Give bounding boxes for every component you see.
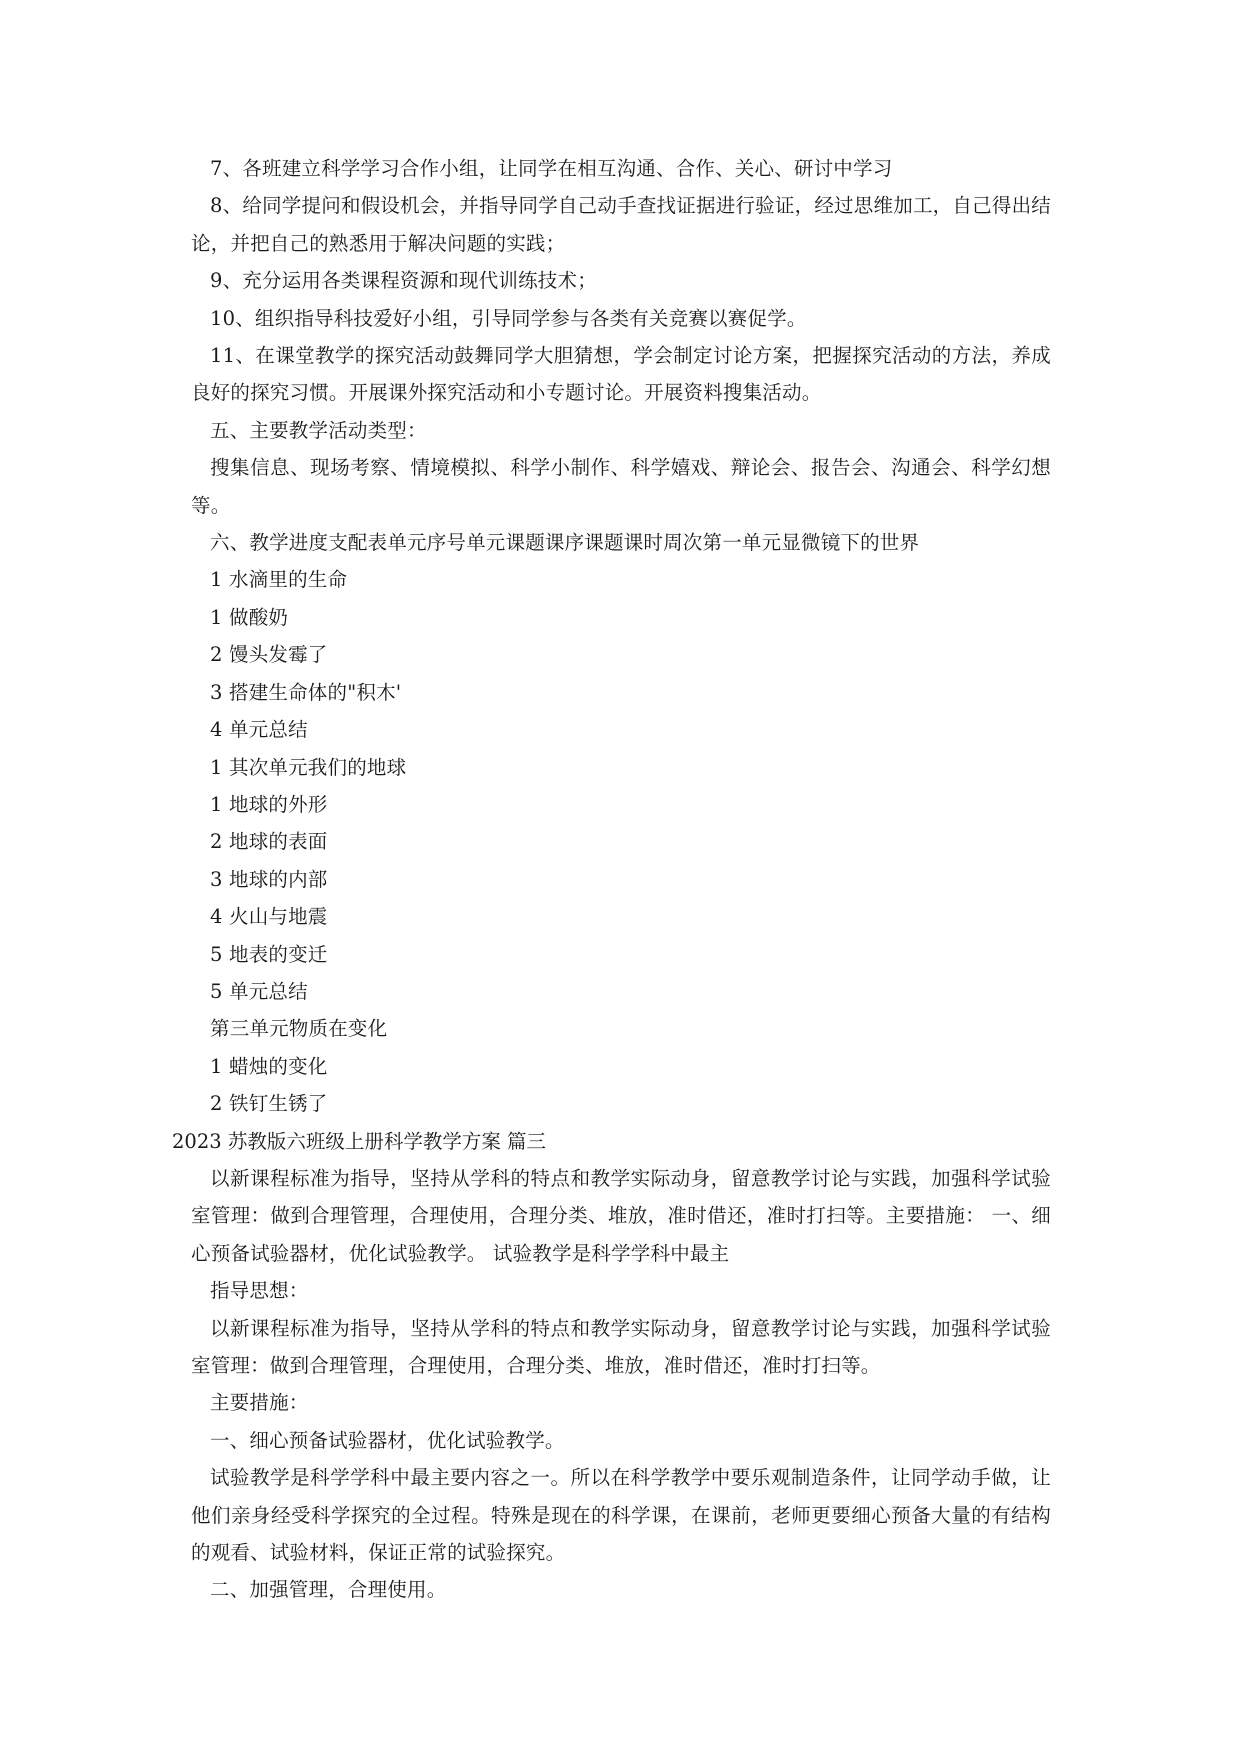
measure-2-heading: 二、加强管理，合理使用。 [210,1578,447,1602]
list-item: 1 地球的外形 [210,792,328,816]
paragraph-item-10: 10、组织指导科技爱好小组，引导同学参与各类有关竞赛以赛促学。 [210,306,807,330]
list-item: 3 地球的内部 [210,867,328,891]
section-heading-5: 五、主要教学活动类型： [210,418,427,442]
list-item: 3 搭建生命体的"积木' [210,680,402,704]
measure-1-paragraph: 试验教学是科学学科中最主要内容之一。所以在科学教学中要乐观制造条件，让同学动手做，让他们亲身经受科学探究的全过程。特殊是现在的科学课，在课前，老师更要细心预备大量的有结构的观看、试验材料，保证正常的试验探究。 [191,1466,1051,1565]
summary-paragraph: 以新课程标准为指导，坚持从学科的特点和教学实际动身，留意教学讨论与实践，加强科学试验室管理：做到合理管理，合理使用，合理分类、堆放，准时借还，准时打扫等。主要措施： 一、细心预备试验器材，优化试验教学。 试验教学是科学学科中最主 [191,1166,1051,1265]
list-item: 4 单元总结 [210,718,308,742]
guiding-thought-paragraph: 以新课程标准为指导，坚持从学科的特点和教学实际动身，留意教学讨论与实践，加强科学试验室管理：做到合理管理，合理使用，合理分类、堆放，准时借还，准时打扫等。 [191,1316,1051,1377]
document-title: 2023 苏教版六班级上册科学教学方案 篇三 [172,1129,547,1153]
list-item: 2 地球的表面 [210,830,328,854]
guiding-thought-heading: 指导思想： [210,1279,309,1303]
list-item: 5 单元总结 [210,979,308,1003]
paragraph-item-9: 9、充分运用各类课程资源和现代训练技术； [210,269,597,293]
list-item: 1 蜡烛的变化 [210,1054,328,1078]
section-heading-6: 六、教学进度支配表单元序号单元课题课序课题课时周次第一单元显微镜下的世界 [210,531,920,555]
list-item: 第三单元物质在变化 [210,1017,388,1041]
activity-types-text: 搜集信息、现场考察、情境模拟、科学小制作、科学嬉戏、辩论会、报告会、沟通会、科学幻想等。 [191,456,1051,517]
paragraph-item-7: 7、各班建立科学学习合作小组，让同学在相互沟通、合作、关心、研讨中学习 [210,157,893,180]
main-measures-heading: 主要措施： [210,1391,309,1415]
list-item: 1 做酸奶 [210,605,289,629]
paragraph-item-11: 11、在课堂教学的探究活动鼓舞同学大胆猜想，学会制定讨论方案，把握探究活动的方法，养成良好的探究习惯。开展课外探究活动和小专题讨论。开展资料搜集活动。 [191,344,1051,405]
paragraph-item-8: 8、给同学提问和假设机会，并指导同学自己动手查找证据进行验证，经过思维加工，自己得出结论，并把自己的熟悉用于解决问题的实践； [191,194,1051,255]
list-item: 4 火山与地震 [210,905,328,929]
document-body [172,150,1051,1609]
list-item: 2 馒头发霉了 [210,643,328,667]
list-item: 1 其次单元我们的地球 [210,755,407,779]
list-item: 1 水滴里的生命 [210,568,348,592]
measure-1-heading: 一、细心预备试验器材，优化试验教学。 [210,1428,565,1452]
list-item: 2 铁钉生锈了 [210,1092,328,1116]
list-item: 5 地表的变迁 [210,942,328,966]
